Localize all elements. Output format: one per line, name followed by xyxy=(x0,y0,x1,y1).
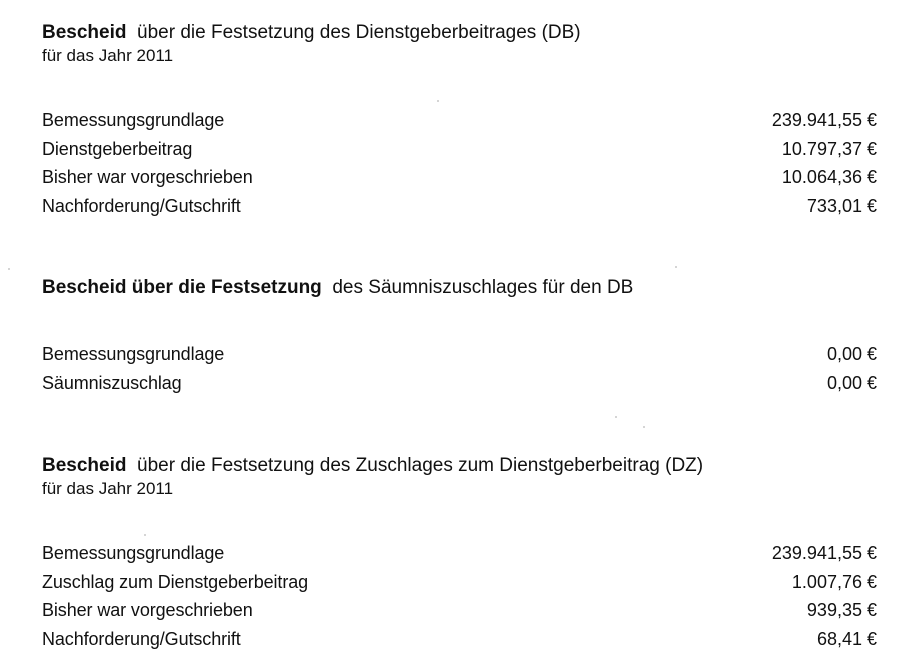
section-title-bold: Bescheid xyxy=(42,22,127,43)
scan-speck xyxy=(615,416,617,418)
section-zuschlag-dz xyxy=(42,454,877,653)
table-row xyxy=(42,596,877,625)
row-label: Nachforderung/Gutschrift xyxy=(42,628,241,649)
row-label: Bisher war vorgeschrieben xyxy=(42,167,253,187)
section-title xyxy=(42,21,877,45)
row-amount: 733,01 € xyxy=(806,195,877,216)
amount-table xyxy=(42,340,877,397)
row-label: Nachforderung/Gutschrift xyxy=(42,195,241,216)
section-title xyxy=(42,454,877,478)
row-amount: 0,00 € xyxy=(826,344,877,364)
table-row xyxy=(42,369,877,398)
row-amount: 239.941,55 € xyxy=(771,110,877,130)
row-label: Bisher war vorgeschrieben xyxy=(42,600,253,620)
row-amount: 939,35 € xyxy=(806,600,877,620)
table-row xyxy=(42,163,877,192)
section-dienstgeberbeitrag xyxy=(42,21,877,220)
row-amount: 10.064,36 € xyxy=(781,167,877,187)
row-label: Dienstgeberbeitrag xyxy=(42,138,193,159)
table-row xyxy=(42,625,877,654)
row-label: Bemessungsgrundlage xyxy=(42,344,225,364)
table-row xyxy=(42,192,877,221)
row-label: Säumniszuschlag xyxy=(42,372,182,393)
scan-speck xyxy=(675,266,677,268)
row-amount: 68,41 € xyxy=(816,628,877,649)
scan-speck xyxy=(437,100,439,102)
section-title-rest: des Säumniszuschlages für den DB xyxy=(332,277,634,298)
row-label: Bemessungsgrundlage xyxy=(42,543,225,563)
scan-speck xyxy=(643,426,645,428)
row-label: Zuschlag zum Dienstgeberbeitrag xyxy=(42,571,309,592)
table-row xyxy=(42,539,877,568)
amount-table xyxy=(42,106,877,220)
amount-table xyxy=(42,539,877,653)
scan-speck xyxy=(8,268,10,270)
section-title-rest: über die Festsetzung des Dienstgeberbeitrages (DB) xyxy=(137,22,581,43)
section-subtitle: für das Jahr 2011 xyxy=(42,46,174,65)
scan-speck xyxy=(144,534,146,536)
row-amount: 0,00 € xyxy=(826,372,877,393)
row-amount: 10.797,37 € xyxy=(781,138,877,159)
section-saeumniszuschlag xyxy=(42,276,877,397)
section-title xyxy=(42,276,877,300)
section-title-bold: Bescheid über die Festsetzung xyxy=(42,277,322,298)
section-title-bold: Bescheid xyxy=(42,455,127,476)
row-amount: 1.007,76 € xyxy=(791,571,877,592)
table-row xyxy=(42,340,877,369)
table-row xyxy=(42,135,877,164)
row-label: Bemessungsgrundlage xyxy=(42,110,225,130)
table-row xyxy=(42,106,877,135)
section-title-rest: über die Festsetzung des Zuschlages zum Dienstgeberbeitrag (DZ) xyxy=(137,455,704,476)
table-row xyxy=(42,568,877,597)
section-subtitle: für das Jahr 2011 xyxy=(42,479,174,498)
row-amount: 239.941,55 € xyxy=(771,543,877,563)
